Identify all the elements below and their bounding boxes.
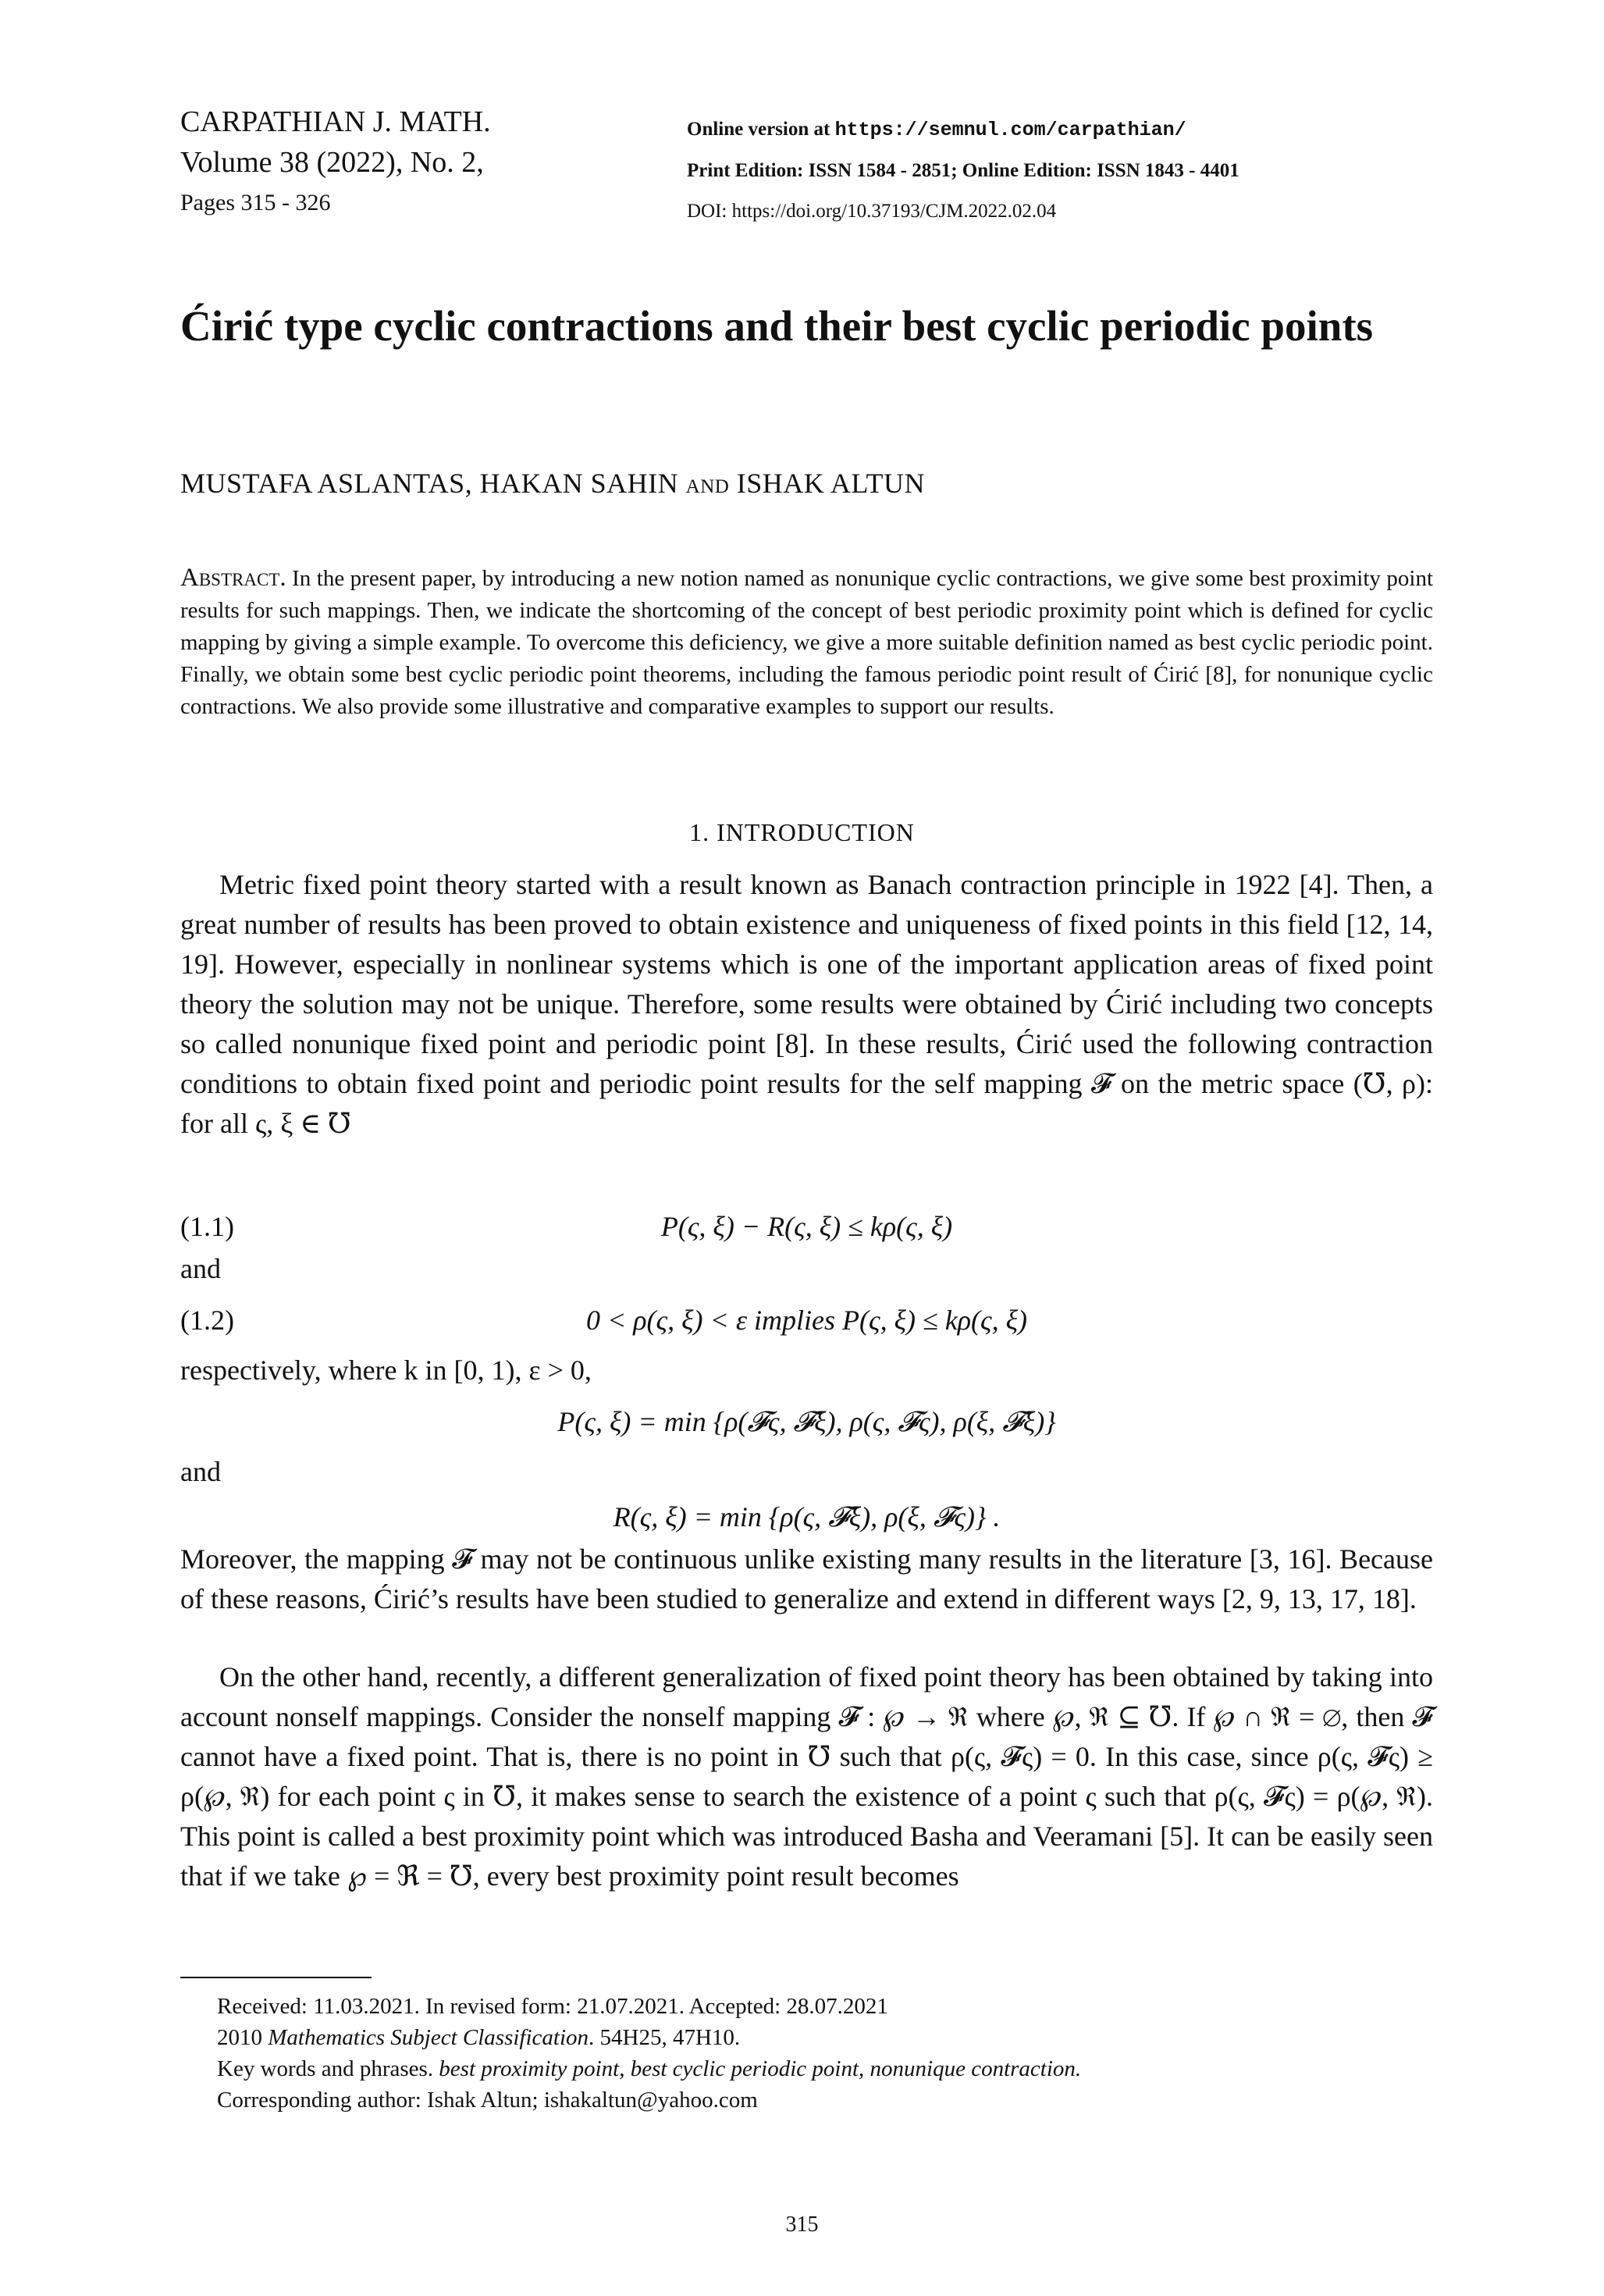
section-heading-introduction: 1. INTRODUCTION (689, 818, 915, 846)
online-url-link[interactable]: https://semnul.com/carpathian/ (834, 119, 1186, 141)
journal-pages: Pages 315 - 326 (180, 190, 331, 215)
equation-number: (1.2) (180, 1305, 234, 1336)
corresponding-author: Corresponding author: Ishak Altun; ishakaltun@yahoo.com (217, 2088, 758, 2113)
issn-line: Print Edition: ISSN 1584 - 2851; Online Edition: ISSN 1843 - 4401 (687, 160, 1239, 181)
abstract (180, 562, 1433, 723)
connector-and-1: and (180, 1253, 221, 1284)
paragraph-intro-3: On the other hand, recently, a different generalization of fixed point theory has been obtained by taking into account nonself mappings. Consider the nonself mapping 𝓕 : ℘ → ℜ where ℘, ℜ ⊆ ℧. If ℘ ∩ ℜ = ∅, then 𝓕 cannot have a fixed point. That is, there is no point in ℧ such that ρ(ς, 𝓕ς) = 0. In this case, since ρ(ς, 𝓕ς) ≥ ρ(℘, ℜ) for each point ς in ℧, it makes sense to search the existence of a point ς such that ρ(ς, 𝓕ς) = ρ(℘, ℜ). This point is called a best proximity point which was introduced Basha and Veeramani [5]. It can be easily seen that if we take ℘ = ℜ = ℧, every best proximity point result becomes (180, 1661, 1433, 1892)
equation-body: R(ς, ξ) = min {ρ(ς, 𝓕ξ), ρ(ξ, 𝓕ς)} . (613, 1501, 1001, 1532)
equation-body: 0 < ρ(ς, ξ) < ε implies P(ς, ξ) ≤ kρ(ς, ξ) (585, 1305, 1028, 1336)
footnotes (217, 1991, 1435, 2116)
author-list: MUSTAFA ASLANTAS, HAKAN SAHIN and ISHAK ALTUN (180, 468, 925, 499)
received-dates: Received: 11.03.2021. In revised form: 21.07.2021. Accepted: 28.07.2021 (217, 1994, 888, 2019)
footnote-rule (180, 1977, 372, 1978)
abstract-text: In the present paper, by introducing a new notion named as nonunique cyclic contractions, we give some best proximity point results for such mappings. Then, we indicate the shortcoming of the concept of best periodic proximity point which is defined for cyclic mapping by giving a simple example. To overcome this deficiency, we give a more suitable definition named as best cyclic periodic point. Finally, we obtain some best cyclic periodic point theorems, including the famous periodic point result of Ćirić [8], for nonunique cyclic contractions. We also provide some illustrative and comparative examples to support our results. (180, 566, 1434, 719)
journal-volume: Volume 38 (2022), No. 2, (180, 146, 484, 179)
equation-number: (1.1) (180, 1211, 234, 1242)
connector-and-2: and (180, 1456, 221, 1487)
respectively-line: respectively, where k in [0, 1), ε > 0, (180, 1354, 592, 1386)
online-version-line: Online version at https://semnul.com/carpathian/ (687, 119, 1186, 141)
abstract-label: Abstract. (180, 564, 286, 592)
msc-classification: 2010 Mathematics Subject Classification. 54H25, 47H10. (217, 2025, 741, 2050)
keywords: Key words and phrases. best proximity point, best cyclic periodic point, nonunique contraction. (217, 2056, 1082, 2081)
paper-title: Ćirić type cyclic contractions and their best cyclic periodic points (180, 302, 1374, 350)
equation-body: P(ς, ξ) − R(ς, ξ) ≤ kρ(ς, ξ) (660, 1211, 953, 1242)
journal-header (180, 101, 491, 223)
paragraph-intro-2: Moreover, the mapping 𝓕 may not be continuous unlike existing many results in the literature [3, 16]. Because of these reasons, Ćirić’s results have been studied to generalize and extend in different ways [2, 9, 13, 17, 18]. (180, 1543, 1433, 1614)
journal-name: CARPATHIAN J. MATH. (180, 105, 491, 138)
paragraph-intro-1: Metric fixed point theory started with a result known as Banach contraction principle in 1922 [4]. Then, a great number of results has been proved to obtain existence and uniqueness of fixed points in this field [12, 14, 19]. However, especially in nonlinear systems which is one of the important application areas of fixed point theory the solution may not be unique. Therefore, some results were obtained by Ćirić including two concepts so called nonunique fixed point and periodic point [8]. In these results, Ćirić used the following contraction conditions to obtain fixed point and periodic point results for the self mapping 𝓕 on the metric space (℧, ρ): for all ς, ξ ∈ ℧ (180, 869, 1433, 1139)
edition-info (687, 109, 1239, 232)
page-number: 315 (785, 2212, 819, 2237)
equation-body: P(ς, ξ) = min {ρ(𝓕ς, 𝓕ξ), ρ(ς, 𝓕ς), ρ(ξ, 𝓕ξ)} (557, 1406, 1056, 1437)
doi-line[interactable]: DOI: https://doi.org/10.37193/CJM.2022.02.04 (687, 201, 1057, 222)
